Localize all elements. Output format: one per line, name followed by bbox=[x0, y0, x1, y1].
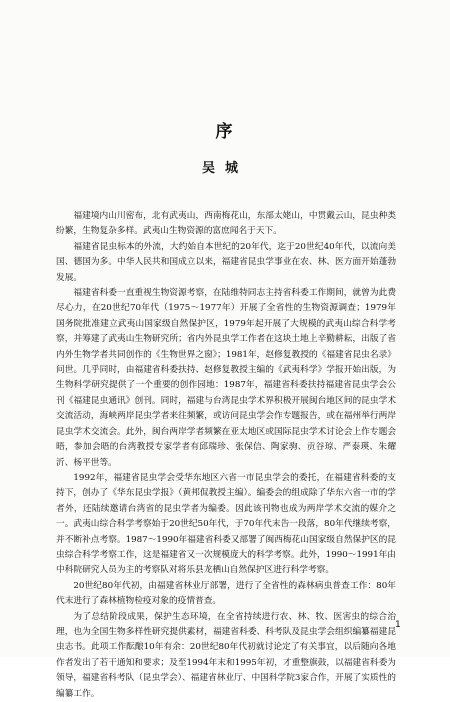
paragraph: 福建境内山川密布，北有武夷山，西南梅花山，东部太姥山，中贯戴云山，昆虫种类纷繁，生物复杂多样。武夷山生物资源的富庶闻名于天下。 bbox=[56, 211, 396, 237]
paragraph: 20世纪80年代初，由福建省林业厅部署，进行了全省性的森林病虫普查工作：80年代末进行了森林植物检疫对象的疫情普查。 bbox=[56, 580, 396, 607]
paragraph: 为了总结阶段成果，保护生态环境，在全省持续进行农、林、牧、医害虫的综合治理，也为全国生物多样性研究提供素材，福建省科委、科考队及昆虫学会组织编纂福建昆虫志书。此项工作酝酿10年有余：20世纪80年代初就讨论定了有关事宜，以后随向各地作者发出了若干通知和要求；及至1994年末和1995年初，才重整旗鼓，以福建省科委为领导，福建省科考队（昆虫学会）、福建省林业厅、中国科学院3家合作，开展了实质性的编纂工作。 bbox=[56, 611, 396, 699]
author-name: 吴城 bbox=[201, 161, 248, 176]
body-text bbox=[56, 209, 396, 702]
paragraph: 福建省昆虫标本的外流，大约始自本世纪的20年代，迄于20世纪40年代，以流向美国、德国为多。中华人民共和国成立以来，福建省昆虫学事业在农、林、医方面开始蓬勃发展。 bbox=[56, 241, 396, 283]
paragraph: 1992年，福建省昆虫学会受华东地区六省一市昆虫学会的委托，在福建省科委的支持下，创办了《华东昆虫学报》（黄邦侃教授主编）。编委会的组成除了华东六省一市的学者外，还陆续邀请台湾省的昆虫学者为编委。因此该刊物也成为两岸学术交流的媒介之一。武夷山综合科学考察始于20世纪50年代，于70年代末告一段落，80年代继续考察，并不断补点考察。1987～1990年福建省科委又部署了闽西梅花山国家级自然保护区的昆虫综合科学考察工作，这是福建省又一次规模庞大的科学考察。此外，1990～1991年由中科院研究人员为主的考察队对将乐县龙栖山自然保护区进行科学考察。 bbox=[56, 472, 396, 576]
paragraph: 福建省科委一直重视生物资源考察，在陆维特同志主持省科委工作期间，就曾为此费尽心力，在20世纪70年代（1975～1977年）开展了全省性的生物资源调查；1979年国务院批准建立武夷山国家级自然保护区，1979年起开展了大规模的武夷山综合科学考察，并筹建了武夷山生物研究所；省内外昆虫学工作者在这块土地上辛勤耕耘，出版了省内外生物学者共同创作的《生物世界之窗》；1981年，赵修复教授的《福建省昆虫名录》问世。几乎同时，由福建省科委扶持、赵修复教授主编的《武夷科学》学报开始出版，为生物科学研究提供了一个重要的创作园地：1987年，福建省科委扶持福建省昆虫学会公刊《福建昆虫通讯》创刊。同时，福建与台湾昆虫学术界积极开展闽台地区间的昆虫学术交流活动，海峡两岸昆虫学者来往频繁，或访问昆虫学会作专题报告，或在福州举行两岸昆虫学术交流会。此外，闽台两岸学者频繁在亚太地区或国际昆虫学术讨论会上作专题会晤，参加会晤的台湾教授专家学者有邱瑞珍、张保信、陶家驹、贡谷琼、严泰瑛、朱耀沂、杨平世等。 bbox=[56, 288, 396, 468]
preface-title: 序 bbox=[215, 122, 235, 142]
page-number: 1 bbox=[395, 620, 401, 630]
